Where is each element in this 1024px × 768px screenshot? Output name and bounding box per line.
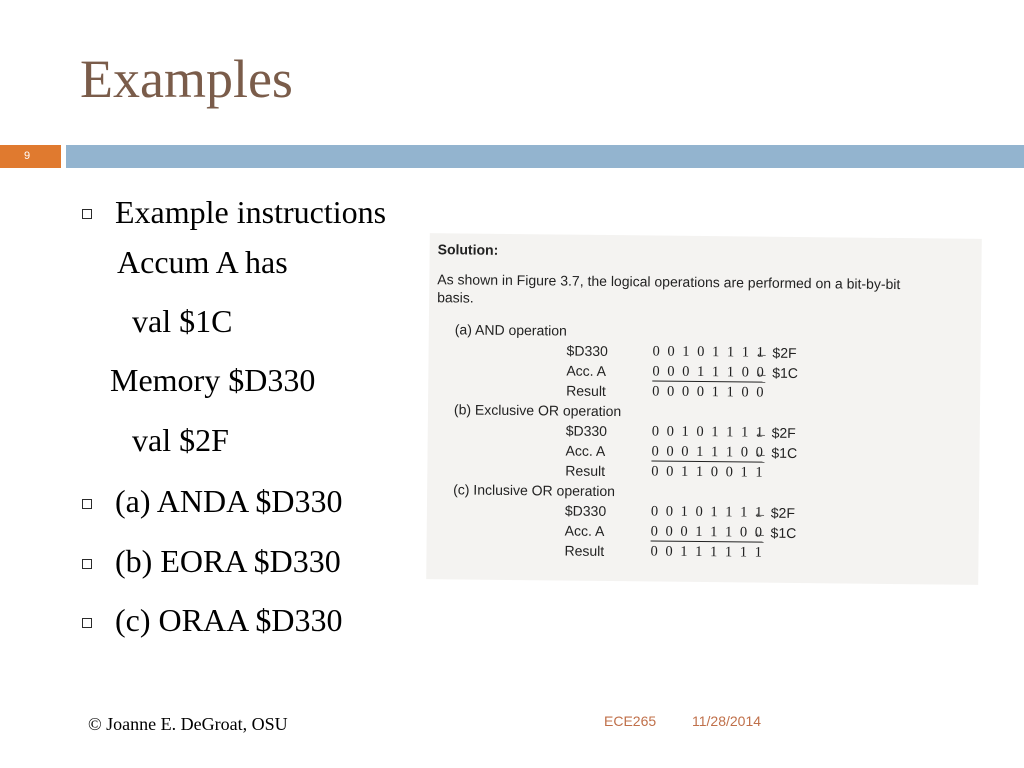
solution-figure — [426, 233, 982, 585]
row-note: ← $1C — [752, 524, 797, 541]
row-bits: 0 0 1 0 1 1 1 1 — [652, 343, 767, 361]
row-name: Result — [565, 462, 606, 479]
text-val-1c: val $1C — [132, 303, 233, 339]
figure-heading: Solution: — [437, 241, 499, 258]
bullet-square-icon — [82, 559, 92, 569]
text-memory-d330: Memory $D330 — [110, 362, 316, 398]
row-name: Result — [564, 542, 605, 559]
footer-author: © Joanne E. DeGroat, OSU — [88, 714, 288, 734]
section-label: (c) Inclusive OR operation — [453, 481, 616, 500]
row-name: $D330 — [566, 342, 608, 359]
text-accum-a: Accum A has — [117, 244, 288, 280]
figure-intro-line2: basis. — [437, 289, 474, 306]
row-note: ← $1C — [753, 444, 798, 461]
row-name: $D330 — [564, 502, 607, 519]
row-note: ← $1C — [754, 364, 799, 381]
slide-number: 9 — [0, 145, 61, 168]
footer-date: 11/28/2014 — [692, 713, 762, 729]
row-name: $D330 — [565, 422, 608, 439]
section-label: (b) Exclusive OR operation — [453, 401, 622, 420]
row-bits: 0 0 0 1 1 1 0 0 — [650, 523, 765, 541]
bullet-square-icon — [82, 618, 92, 628]
row-name: Result — [566, 382, 606, 399]
row-bits: 0 0 1 0 1 1 1 1 — [650, 503, 765, 521]
bullet-square-icon — [82, 209, 92, 219]
row-name: Acc. A — [566, 362, 607, 379]
figure-intro-line1: As shown in Figure 3.7, the logical operations are performed on a bit-by-bit — [437, 271, 901, 293]
bullet-eora: (b) EORA $D330 — [115, 543, 341, 579]
row-bits: 0 0 0 1 1 1 0 0 — [651, 443, 766, 461]
row-name: Acc. A — [565, 442, 606, 459]
row-bits: 0 0 0 0 1 1 0 0 — [652, 383, 766, 401]
row-note: ← $2F — [752, 504, 796, 521]
row-bits: 0 0 0 1 1 1 0 0 — [652, 363, 766, 381]
row-note: ← $2F — [753, 424, 796, 441]
text-val-2f: val $2F — [132, 422, 229, 458]
bullet-example-instructions: Example instructions — [115, 194, 387, 230]
row-bits: 0 0 1 1 1 1 1 1 — [650, 543, 764, 561]
footer-course: ECE265 — [604, 713, 657, 729]
row-bits: 0 0 1 1 0 0 1 1 — [651, 463, 765, 481]
row-note: ← $2F — [754, 344, 797, 361]
header-bar — [66, 145, 1024, 168]
row-name: Acc. A — [564, 522, 605, 539]
bullet-anda: (a) ANDA $D330 — [115, 483, 343, 519]
bullet-square-icon — [82, 499, 92, 509]
section-label: (a) AND operation — [454, 321, 567, 339]
bullet-oraa: (c) ORAA $D330 — [115, 602, 343, 638]
row-bits: 0 0 1 0 1 1 1 1 — [651, 423, 766, 441]
slide-title: Examples — [80, 49, 293, 109]
